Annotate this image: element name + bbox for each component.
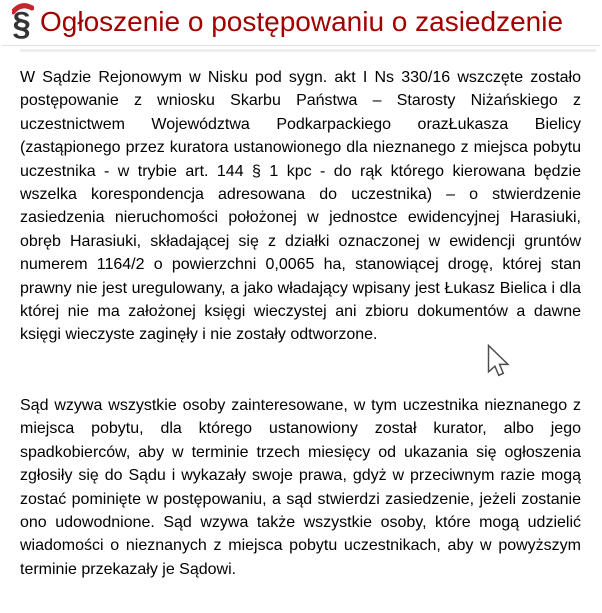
page-header [0, 0, 602, 42]
announcement-paragraph-2: Sąd wzywa wszystkie osoby zainteresowane, w tym uczestnika nieznanego z miejsca pobytu, dla którego ustanowiony został kurator, albo jego spadkobierców, aby w terminie trzech miesięcy od ukazania się ogłoszenia zgłosiły się do Sądu i wykazały swoje prawa, gdyż w przeciwnym razie mogą zostać pominięte w postępowaniu, a sąd stwierdzi zasiedzenie, jeżeli zostanie ono udowodnione. Sąd wzywa także wszystkie osoby, które mogą udzielić wiadomości o nieznanych z miejsca pobytu uczestnikach, aby w powyższym terminie przekazały je Sądowi. [20, 396, 581, 578]
section-sign-red-cap [12, 3, 34, 15]
section-sign-icon: § [8, 4, 35, 42]
header-divider [0, 45, 602, 52]
page-title: Ogłoszenie o postępowaniu o zasiedzenie [40, 6, 564, 37]
announcement-paragraph-1: W Sądzie Rejonowym w Nisku pod sygn. akt I Ns 330/16 wszczęte zostało postępowanie z wniosku Skarbu Państwa – Starosty Niżańskiego z uczestnictwem Województwa Podkarpackiego orazŁukasza Bielicy (zastąpionego przez kuratora ustanowionego dla nieznanego z miejsca pobytu uczestnika - w trybie art. 144 § 1 kpc - do rąk którego kierowana będzie wszelka korespondencja adresowana do uczestnika) – o stwierdzenie zasiedzenia nieruchomości położonej w jednostce ewidencyjnej Harasiuki, obręb Harasiuki, składającej się z działki oznaczonej w ewidencji gruntów numerem 1164/2 o powierzchni 0,0065 ha, stanowiącej drogę, której stan prawny nie jest uregulowany, a jako władający wpisany jest Łukasz Bielica i dla której nie ma założonej księgi wieczystej ani zbioru dokumentów a dawne księgi wieczyste zaginęły i nie zostały odtworzone. [20, 69, 581, 344]
announcement-body [20, 66, 581, 581]
